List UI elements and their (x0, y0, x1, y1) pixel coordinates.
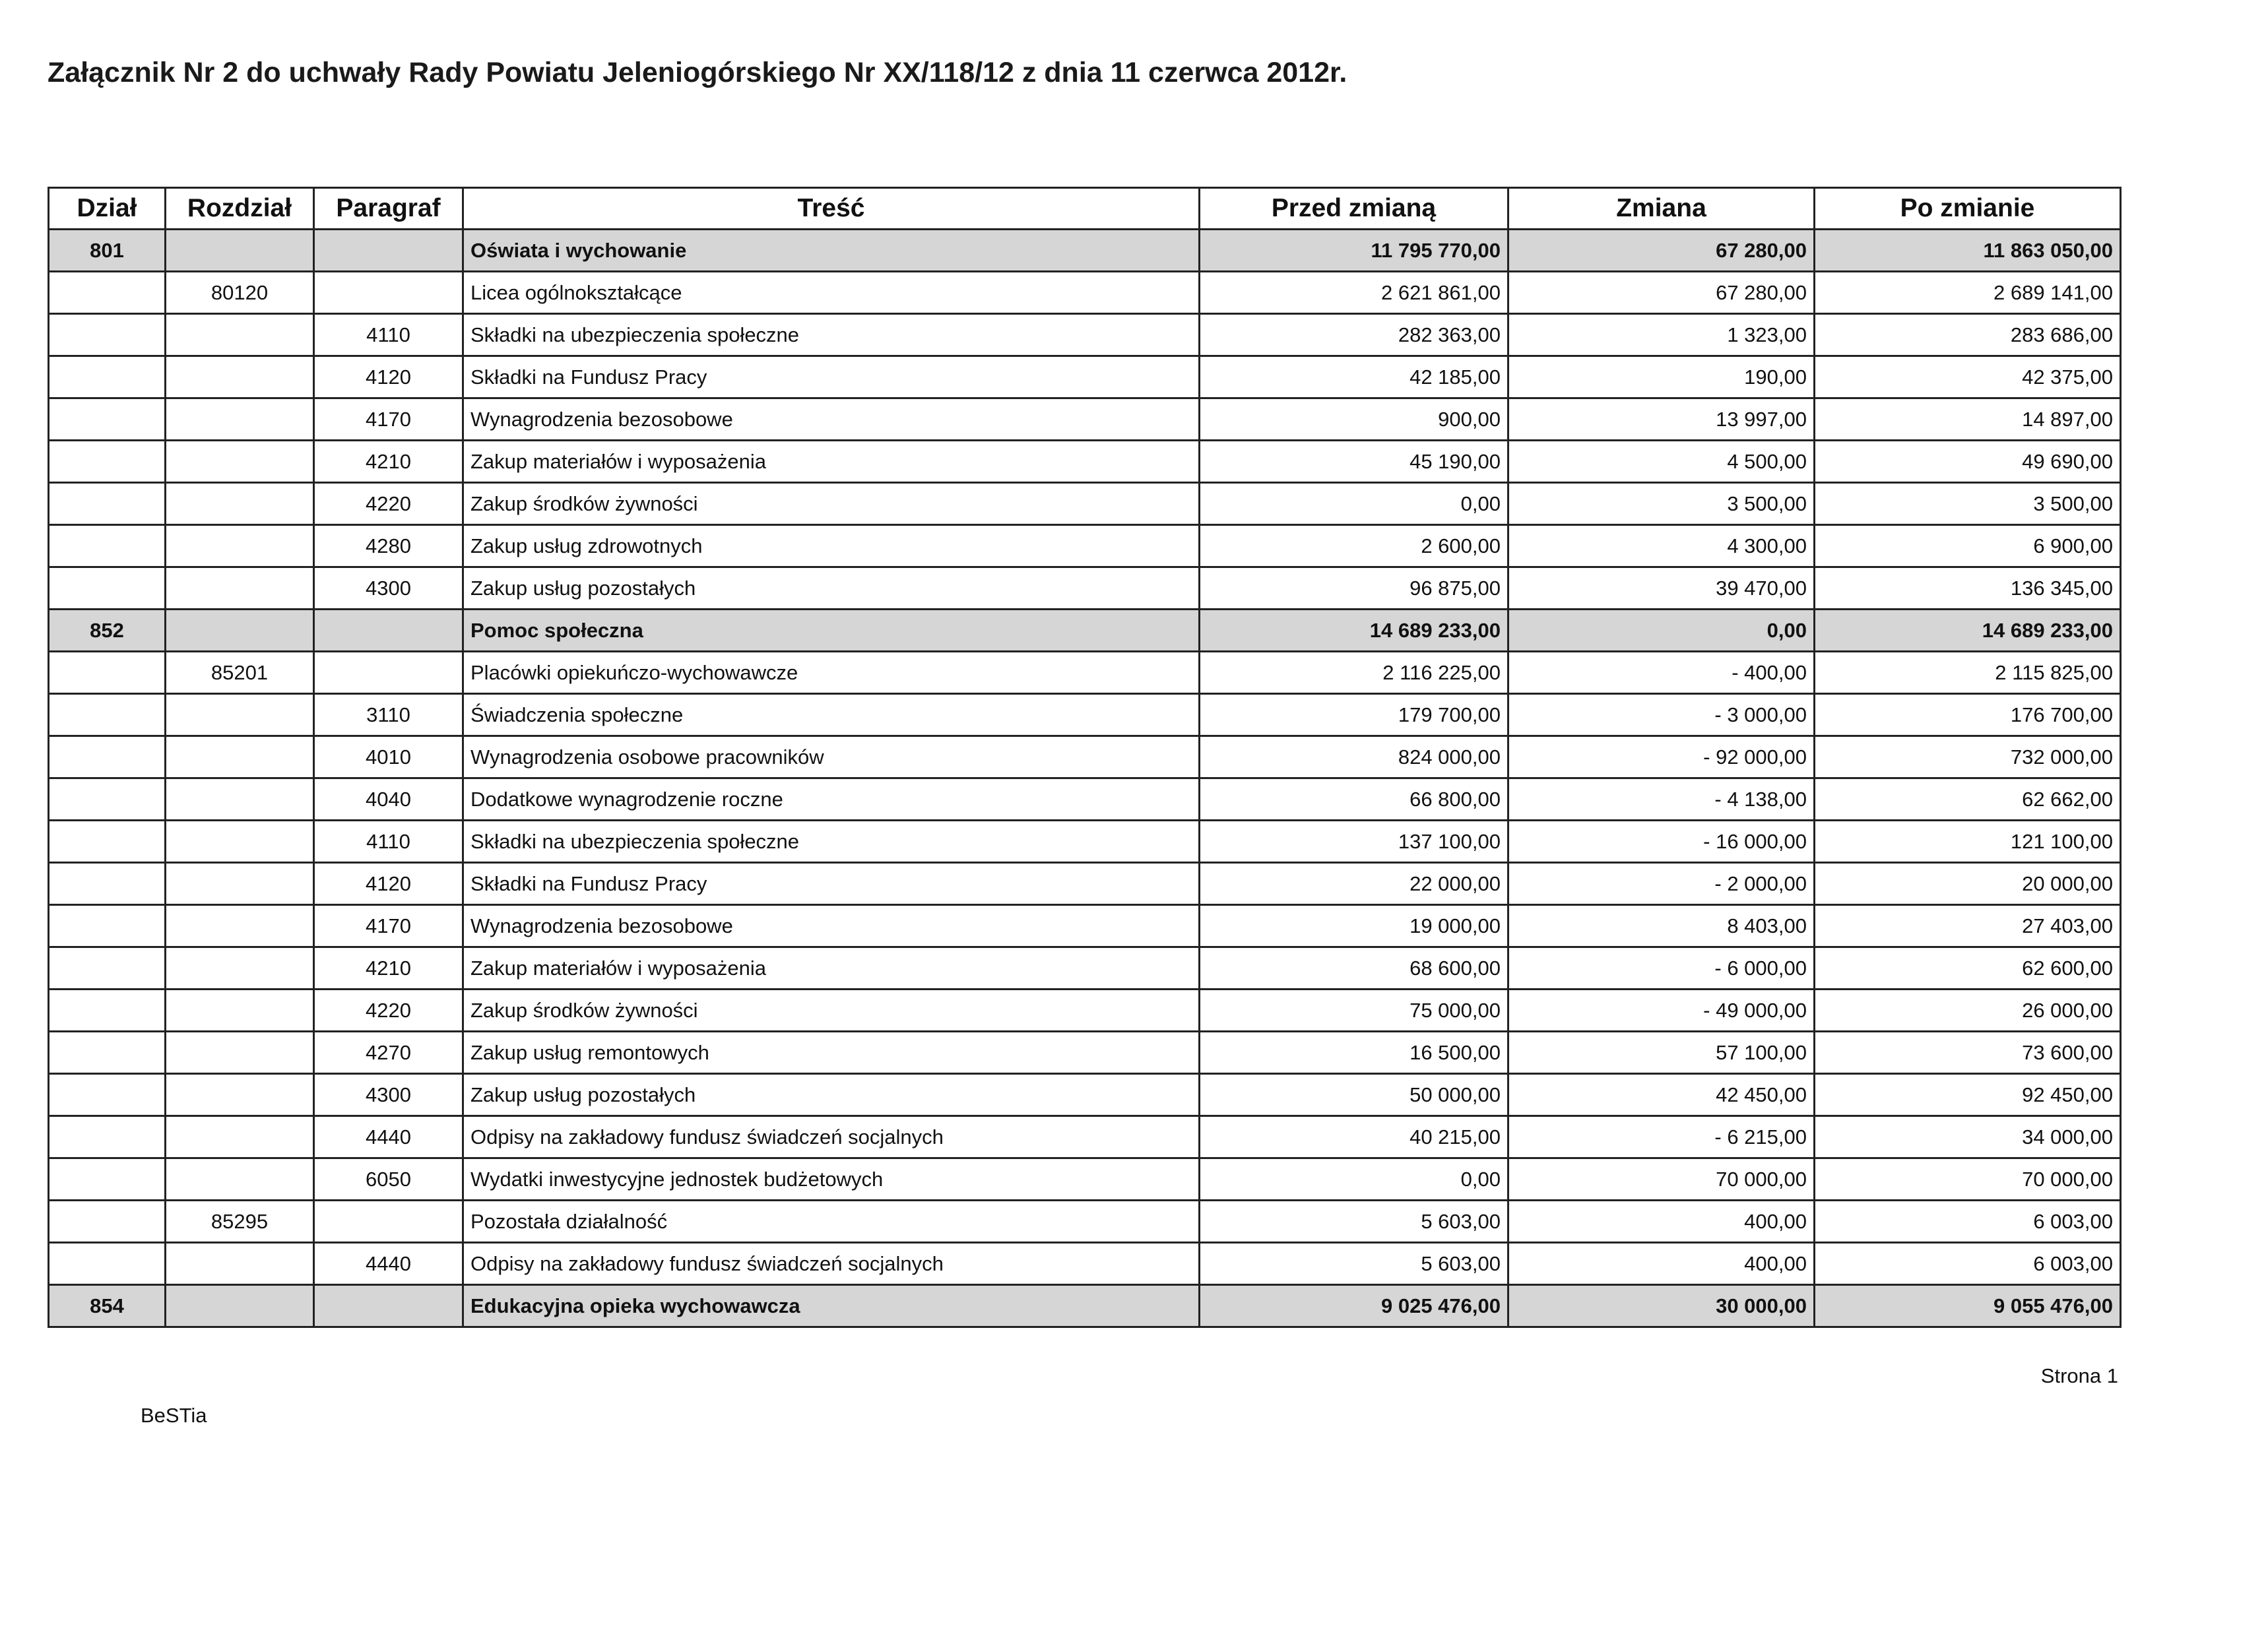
cell-paragraf (314, 610, 463, 652)
cell-dzial (49, 1032, 166, 1074)
cell-paragraf: 4170 (314, 905, 463, 947)
cell-przed-zmiana: 22 000,00 (1200, 863, 1508, 905)
cell-przed-zmiana: 40 215,00 (1200, 1116, 1508, 1158)
cell-dzial (49, 483, 166, 525)
cell-paragraf: 4110 (314, 821, 463, 863)
cell-przed-zmiana: 2 621 861,00 (1200, 272, 1508, 314)
cell-zmiana: 8 403,00 (1508, 905, 1815, 947)
cell-dzial (49, 525, 166, 567)
cell-dzial (49, 398, 166, 441)
cell-po-zmianie: 6 003,00 (1815, 1243, 2121, 1285)
cell-zmiana: - 92 000,00 (1508, 736, 1815, 778)
table-header-row (49, 188, 2121, 230)
cell-zmiana: 67 280,00 (1508, 272, 1815, 314)
cell-tresc: Zakup materiałów i wyposażenia (463, 441, 1200, 483)
cell-po-zmianie: 73 600,00 (1815, 1032, 2121, 1074)
cell-dzial (49, 778, 166, 821)
column-header-tresc: Treść (463, 188, 1200, 230)
table-row (49, 1285, 2121, 1327)
cell-zmiana: 57 100,00 (1508, 1032, 1815, 1074)
cell-tresc: Zakup usług pozostałych (463, 1074, 1200, 1116)
table-row (49, 1032, 2121, 1074)
cell-tresc: Edukacyjna opieka wychowawcza (463, 1285, 1200, 1327)
cell-rozdzial (166, 1032, 314, 1074)
cell-tresc: Składki na Fundusz Pracy (463, 863, 1200, 905)
cell-zmiana: - 6 000,00 (1508, 947, 1815, 990)
cell-rozdzial: 85295 (166, 1201, 314, 1243)
cell-dzial (49, 821, 166, 863)
cell-po-zmianie: 14 897,00 (1815, 398, 2121, 441)
cell-rozdzial (166, 356, 314, 398)
cell-tresc: Zakup usług remontowych (463, 1032, 1200, 1074)
cell-po-zmianie: 176 700,00 (1815, 694, 2121, 736)
cell-rozdzial (166, 525, 314, 567)
cell-zmiana: 42 450,00 (1508, 1074, 1815, 1116)
cell-dzial (49, 1201, 166, 1243)
cell-rozdzial (166, 398, 314, 441)
table-row (49, 652, 2121, 694)
cell-przed-zmiana: 0,00 (1200, 483, 1508, 525)
cell-paragraf: 4220 (314, 483, 463, 525)
budget-table (48, 187, 2122, 1328)
table-row (49, 947, 2121, 990)
table-row (49, 1243, 2121, 1285)
cell-dzial (49, 1243, 166, 1285)
table-row (49, 990, 2121, 1032)
cell-zmiana: - 6 215,00 (1508, 1116, 1815, 1158)
cell-dzial (49, 1116, 166, 1158)
cell-dzial (49, 652, 166, 694)
cell-tresc: Wydatki inwestycyjne jednostek budżetowych (463, 1158, 1200, 1201)
cell-rozdzial (166, 821, 314, 863)
cell-paragraf: 4120 (314, 356, 463, 398)
cell-paragraf: 4300 (314, 567, 463, 610)
cell-rozdzial: 85201 (166, 652, 314, 694)
cell-tresc: Świadczenia społeczne (463, 694, 1200, 736)
cell-po-zmianie: 14 689 233,00 (1815, 610, 2121, 652)
cell-przed-zmiana: 11 795 770,00 (1200, 230, 1508, 272)
cell-po-zmianie: 283 686,00 (1815, 314, 2121, 356)
cell-paragraf: 4210 (314, 947, 463, 990)
cell-rozdzial (166, 1074, 314, 1116)
cell-przed-zmiana: 96 875,00 (1200, 567, 1508, 610)
cell-przed-zmiana: 75 000,00 (1200, 990, 1508, 1032)
cell-tresc: Dodatkowe wynagrodzenie roczne (463, 778, 1200, 821)
column-header-rozdzial: Rozdział (166, 188, 314, 230)
cell-paragraf: 4280 (314, 525, 463, 567)
cell-tresc: Zakup materiałów i wyposażenia (463, 947, 1200, 990)
cell-dzial (49, 314, 166, 356)
cell-rozdzial (166, 905, 314, 947)
cell-zmiana: 0,00 (1508, 610, 1815, 652)
cell-przed-zmiana: 66 800,00 (1200, 778, 1508, 821)
cell-dzial: 854 (49, 1285, 166, 1327)
cell-po-zmianie: 2 689 141,00 (1815, 272, 2121, 314)
cell-po-zmianie: 9 055 476,00 (1815, 1285, 2121, 1327)
cell-paragraf: 3110 (314, 694, 463, 736)
cell-po-zmianie: 92 450,00 (1815, 1074, 2121, 1116)
cell-tresc: Zakup środków żywności (463, 990, 1200, 1032)
cell-tresc: Składki na ubezpieczenia społeczne (463, 314, 1200, 356)
cell-rozdzial (166, 610, 314, 652)
cell-przed-zmiana: 9 025 476,00 (1200, 1285, 1508, 1327)
cell-tresc: Pomoc społeczna (463, 610, 1200, 652)
cell-rozdzial (166, 1285, 314, 1327)
table-body (49, 230, 2121, 1327)
column-header-przed-zmiana: Przed zmianą (1200, 188, 1508, 230)
cell-zmiana: 4 300,00 (1508, 525, 1815, 567)
cell-rozdzial: 80120 (166, 272, 314, 314)
cell-zmiana: 30 000,00 (1508, 1285, 1815, 1327)
cell-dzial (49, 567, 166, 610)
cell-dzial (49, 905, 166, 947)
cell-po-zmianie: 42 375,00 (1815, 356, 2121, 398)
cell-przed-zmiana: 0,00 (1200, 1158, 1508, 1201)
cell-tresc: Zakup usług pozostałych (463, 567, 1200, 610)
cell-rozdzial (166, 990, 314, 1032)
cell-po-zmianie: 6 900,00 (1815, 525, 2121, 567)
cell-paragraf (314, 1285, 463, 1327)
cell-dzial (49, 863, 166, 905)
table-row (49, 821, 2121, 863)
cell-dzial (49, 441, 166, 483)
cell-rozdzial (166, 230, 314, 272)
cell-tresc: Składki na ubezpieczenia społeczne (463, 821, 1200, 863)
cell-przed-zmiana: 282 363,00 (1200, 314, 1508, 356)
cell-po-zmianie: 732 000,00 (1815, 736, 2121, 778)
cell-tresc: Odpisy na zakładowy fundusz świadczeń socjalnych (463, 1116, 1200, 1158)
cell-zmiana: 190,00 (1508, 356, 1815, 398)
cell-przed-zmiana: 137 100,00 (1200, 821, 1508, 863)
cell-paragraf: 4440 (314, 1243, 463, 1285)
cell-przed-zmiana: 42 185,00 (1200, 356, 1508, 398)
cell-zmiana: - 49 000,00 (1508, 990, 1815, 1032)
cell-po-zmianie: 62 600,00 (1815, 947, 2121, 990)
cell-tresc: Wynagrodzenia bezosobowe (463, 905, 1200, 947)
cell-tresc: Oświata i wychowanie (463, 230, 1200, 272)
cell-dzial (49, 356, 166, 398)
cell-paragraf: 4120 (314, 863, 463, 905)
cell-tresc: Placówki opiekuńczo-wychowawcze (463, 652, 1200, 694)
cell-przed-zmiana: 2 600,00 (1200, 525, 1508, 567)
cell-przed-zmiana: 2 116 225,00 (1200, 652, 1508, 694)
cell-dzial: 801 (49, 230, 166, 272)
document-title: Załącznik Nr 2 do uchwały Rady Powiatu Jeleniogórskiego Nr XX/118/12 z dnia 11 czerwca 2012r. (48, 57, 1347, 88)
table-row (49, 398, 2121, 441)
cell-tresc: Składki na Fundusz Pracy (463, 356, 1200, 398)
cell-zmiana: - 3 000,00 (1508, 694, 1815, 736)
cell-zmiana: 3 500,00 (1508, 483, 1815, 525)
cell-dzial (49, 694, 166, 736)
cell-zmiana: 39 470,00 (1508, 567, 1815, 610)
cell-przed-zmiana: 16 500,00 (1200, 1032, 1508, 1074)
cell-dzial (49, 1158, 166, 1201)
table-row (49, 483, 2121, 525)
cell-tresc: Licea ogólnokształcące (463, 272, 1200, 314)
cell-dzial: 852 (49, 610, 166, 652)
cell-przed-zmiana: 14 689 233,00 (1200, 610, 1508, 652)
cell-przed-zmiana: 5 603,00 (1200, 1201, 1508, 1243)
table-row (49, 1074, 2121, 1116)
cell-rozdzial (166, 1116, 314, 1158)
cell-przed-zmiana: 900,00 (1200, 398, 1508, 441)
cell-rozdzial (166, 1243, 314, 1285)
cell-po-zmianie: 62 662,00 (1815, 778, 2121, 821)
cell-paragraf: 4010 (314, 736, 463, 778)
cell-po-zmianie: 11 863 050,00 (1815, 230, 2121, 272)
cell-przed-zmiana: 19 000,00 (1200, 905, 1508, 947)
cell-rozdzial (166, 567, 314, 610)
cell-rozdzial (166, 1158, 314, 1201)
table-row (49, 905, 2121, 947)
cell-po-zmianie: 34 000,00 (1815, 1116, 2121, 1158)
table-row (49, 610, 2121, 652)
cell-tresc: Wynagrodzenia osobowe pracowników (463, 736, 1200, 778)
cell-po-zmianie: 136 345,00 (1815, 567, 2121, 610)
cell-rozdzial (166, 863, 314, 905)
table-row (49, 1116, 2121, 1158)
cell-zmiana: 1 323,00 (1508, 314, 1815, 356)
cell-rozdzial (166, 736, 314, 778)
cell-zmiana: 13 997,00 (1508, 398, 1815, 441)
table-row (49, 230, 2121, 272)
cell-tresc: Zakup środków żywności (463, 483, 1200, 525)
cell-paragraf: 4170 (314, 398, 463, 441)
cell-paragraf: 4040 (314, 778, 463, 821)
table-row (49, 314, 2121, 356)
cell-paragraf: 4110 (314, 314, 463, 356)
cell-paragraf (314, 230, 463, 272)
column-header-po-zmianie: Po zmianie (1815, 188, 2121, 230)
cell-przed-zmiana: 824 000,00 (1200, 736, 1508, 778)
table-row (49, 272, 2121, 314)
table-row (49, 863, 2121, 905)
table-row (49, 356, 2121, 398)
table-row (49, 1158, 2121, 1201)
cell-zmiana: - 2 000,00 (1508, 863, 1815, 905)
cell-rozdzial (166, 947, 314, 990)
cell-rozdzial (166, 314, 314, 356)
table-row (49, 441, 2121, 483)
cell-po-zmianie: 6 003,00 (1815, 1201, 2121, 1243)
table-row (49, 778, 2121, 821)
cell-zmiana: - 400,00 (1508, 652, 1815, 694)
cell-po-zmianie: 3 500,00 (1815, 483, 2121, 525)
cell-po-zmianie: 2 115 825,00 (1815, 652, 2121, 694)
table-row (49, 567, 2121, 610)
cell-po-zmianie: 121 100,00 (1815, 821, 2121, 863)
cell-tresc: Wynagrodzenia bezosobowe (463, 398, 1200, 441)
cell-paragraf: 4210 (314, 441, 463, 483)
cell-paragraf: 4300 (314, 1074, 463, 1116)
table-row (49, 694, 2121, 736)
cell-przed-zmiana: 45 190,00 (1200, 441, 1508, 483)
cell-paragraf: 4440 (314, 1116, 463, 1158)
table-row (49, 736, 2121, 778)
cell-paragraf: 6050 (314, 1158, 463, 1201)
column-header-zmiana: Zmiana (1508, 188, 1815, 230)
cell-paragraf (314, 272, 463, 314)
cell-dzial (49, 736, 166, 778)
cell-po-zmianie: 70 000,00 (1815, 1158, 2121, 1201)
cell-tresc: Odpisy na zakładowy fundusz świadczeń socjalnych (463, 1243, 1200, 1285)
cell-rozdzial (166, 441, 314, 483)
cell-paragraf (314, 652, 463, 694)
cell-paragraf: 4220 (314, 990, 463, 1032)
cell-po-zmianie: 49 690,00 (1815, 441, 2121, 483)
cell-tresc: Pozostała działalność (463, 1201, 1200, 1243)
cell-przed-zmiana: 50 000,00 (1200, 1074, 1508, 1116)
app-name: BeSTia (141, 1404, 207, 1427)
column-header-paragraf: Paragraf (314, 188, 463, 230)
column-header-dzial: Dział (49, 188, 166, 230)
cell-przed-zmiana: 179 700,00 (1200, 694, 1508, 736)
cell-zmiana: 4 500,00 (1508, 441, 1815, 483)
cell-po-zmianie: 26 000,00 (1815, 990, 2121, 1032)
cell-zmiana: 400,00 (1508, 1201, 1815, 1243)
cell-paragraf: 4270 (314, 1032, 463, 1074)
cell-zmiana: 70 000,00 (1508, 1158, 1815, 1201)
cell-rozdzial (166, 483, 314, 525)
cell-przed-zmiana: 5 603,00 (1200, 1243, 1508, 1285)
cell-zmiana: - 16 000,00 (1508, 821, 1815, 863)
table-row (49, 525, 2121, 567)
cell-po-zmianie: 27 403,00 (1815, 905, 2121, 947)
cell-dzial (49, 1074, 166, 1116)
cell-tresc: Zakup usług zdrowotnych (463, 525, 1200, 567)
cell-rozdzial (166, 694, 314, 736)
cell-zmiana: 67 280,00 (1508, 230, 1815, 272)
cell-dzial (49, 272, 166, 314)
cell-zmiana: - 4 138,00 (1508, 778, 1815, 821)
cell-po-zmianie: 20 000,00 (1815, 863, 2121, 905)
table-row (49, 1201, 2121, 1243)
cell-dzial (49, 947, 166, 990)
cell-zmiana: 400,00 (1508, 1243, 1815, 1285)
cell-paragraf (314, 1201, 463, 1243)
cell-rozdzial (166, 778, 314, 821)
cell-dzial (49, 990, 166, 1032)
page-number: Strona 1 (2040, 1364, 2118, 1387)
cell-przed-zmiana: 68 600,00 (1200, 947, 1508, 990)
